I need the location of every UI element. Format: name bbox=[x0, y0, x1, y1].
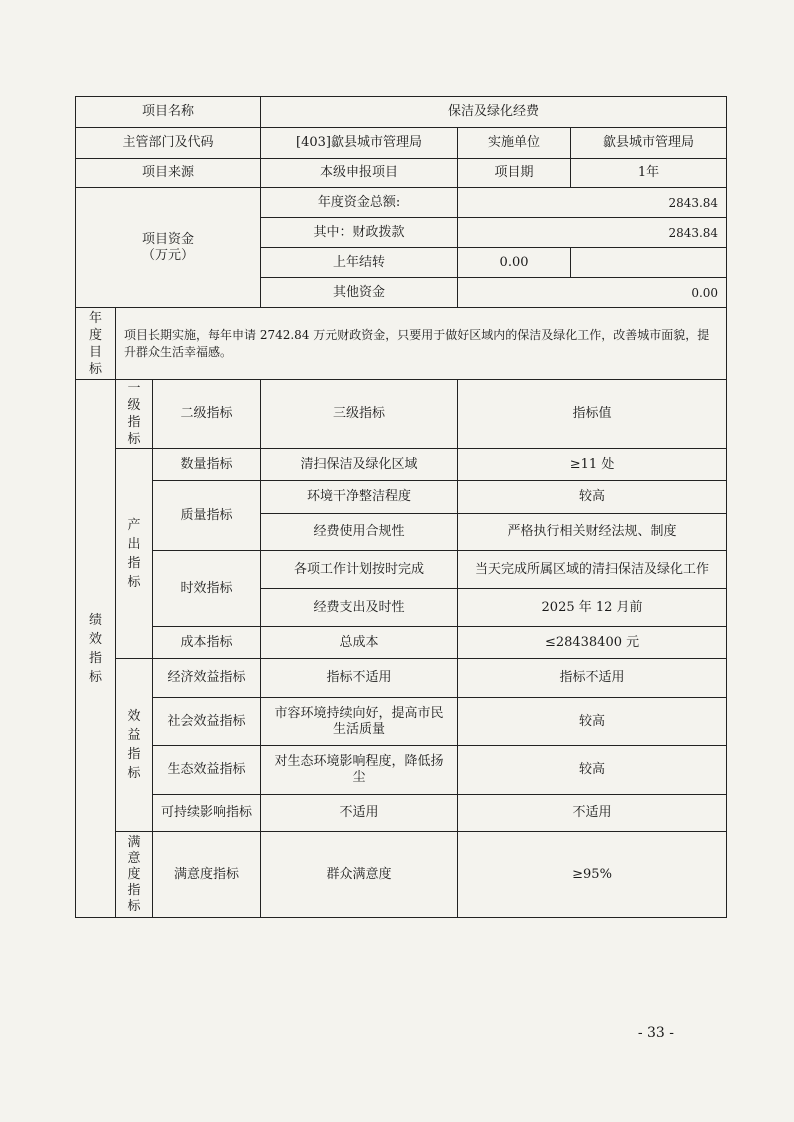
project-name-label: 项目名称 bbox=[76, 97, 261, 128]
output-cost-l3: 总成本 bbox=[261, 627, 458, 659]
benefit-l3: 指标不适用 bbox=[261, 659, 458, 698]
satisfaction-l3: 群众满意度 bbox=[261, 832, 458, 918]
satisfaction-l2: 满意度指标 bbox=[153, 832, 261, 918]
benefit-l3 bbox=[261, 698, 458, 746]
row-output-quantity bbox=[76, 449, 727, 481]
perf-header-l3: 三级指标 bbox=[261, 380, 458, 449]
output-timeliness-l2: 时效指标 bbox=[153, 551, 261, 627]
benefit-value: 较高 bbox=[458, 746, 727, 795]
row-perf-header bbox=[76, 380, 727, 449]
output-quality-l3: 经费使用合规性 bbox=[261, 514, 458, 551]
benefit-l3: 不适用 bbox=[261, 795, 458, 832]
row-department bbox=[76, 128, 727, 159]
perf-label bbox=[76, 380, 116, 918]
output-quantity-value: ≥11 处 bbox=[458, 449, 727, 481]
row-source bbox=[76, 159, 727, 188]
benefit-l2: 社会效益指标 bbox=[153, 698, 261, 746]
funds-row-value: 0.00 bbox=[458, 278, 727, 308]
benefit-l3-text: 市容环境持续向好，提高市民生活质量 bbox=[274, 705, 444, 737]
benefit-l3 bbox=[261, 746, 458, 795]
benefit-value: 指标不适用 bbox=[458, 659, 727, 698]
funds-row-label: 年度资金总额: bbox=[261, 188, 458, 218]
row-funds-total bbox=[76, 188, 727, 218]
row-benefit-social bbox=[76, 698, 727, 746]
benefit-l1-text: 效益指标 bbox=[127, 709, 141, 781]
output-quality-l3: 环境干净整洁程度 bbox=[261, 481, 458, 514]
source-label: 项目来源 bbox=[76, 159, 261, 188]
funds-label bbox=[76, 188, 261, 308]
satisfaction-l1-text: 满意度指标 bbox=[127, 834, 141, 914]
funds-label-line1: 项目资金 bbox=[142, 231, 195, 247]
funds-row-empty bbox=[571, 248, 727, 278]
performance-target-table bbox=[75, 96, 727, 918]
funds-row-label: 其他资金 bbox=[261, 278, 458, 308]
project-name-value: 保洁及绿化经费 bbox=[261, 97, 727, 128]
row-output-timeliness-1 bbox=[76, 551, 727, 589]
output-quality-l2: 质量指标 bbox=[153, 481, 261, 551]
benefit-l2: 生态效益指标 bbox=[153, 746, 261, 795]
row-annual-goal bbox=[76, 308, 727, 380]
output-cost-value: ≤28438400 元 bbox=[458, 627, 727, 659]
funds-row-value: 0.00 bbox=[458, 248, 571, 278]
funds-label-line2: （万元） bbox=[142, 247, 195, 263]
row-benefit-economic bbox=[76, 659, 727, 698]
perf-header-value: 指标值 bbox=[458, 380, 727, 449]
funds-row-value: 2843.84 bbox=[458, 218, 727, 248]
benefit-l1 bbox=[116, 659, 153, 832]
dept-value: [403]歙县城市管理局 bbox=[261, 128, 458, 159]
perf-header-l2: 二级指标 bbox=[153, 380, 261, 449]
output-quantity-l2: 数量指标 bbox=[153, 449, 261, 481]
output-quality-value: 严格执行相关财经法规、制度 bbox=[458, 514, 727, 551]
page-number: - 33 - bbox=[637, 1025, 674, 1041]
benefit-value: 较高 bbox=[458, 698, 727, 746]
output-l1-text: 产出指标 bbox=[127, 517, 141, 590]
output-timeliness-value bbox=[458, 551, 727, 589]
output-quantity-l3: 清扫保洁及绿化区域 bbox=[261, 449, 458, 481]
goal-label bbox=[76, 308, 116, 380]
output-timeliness-value-text: 当天完成所属区域的清扫保洁及绿化工作 bbox=[475, 561, 710, 577]
satisfaction-l1 bbox=[116, 832, 153, 918]
funds-row-label: 其中：财政拨款 bbox=[261, 218, 458, 248]
output-timeliness-value: 2025 年 12 月前 bbox=[458, 589, 727, 627]
perf-label-text: 绩效指标 bbox=[88, 612, 102, 685]
funds-row-label: 上年结转 bbox=[261, 248, 458, 278]
output-cost-l2: 成本指标 bbox=[153, 627, 261, 659]
output-timeliness-l3: 经费支出及时性 bbox=[261, 589, 458, 627]
source-value: 本级申报项目 bbox=[261, 159, 458, 188]
row-benefit-sustainable bbox=[76, 795, 727, 832]
satisfaction-value: ≥95% bbox=[458, 832, 727, 918]
row-project-name bbox=[76, 97, 727, 128]
goal-text: 项目长期实施，每年申请 2742.84 万元财政资金，只要用于做好区域内的保洁及绿化工作，改善城市面貌，提升群众生活幸福感。 bbox=[116, 308, 727, 380]
benefit-l3-text: 对生态环境影响程度，降低扬尘 bbox=[274, 754, 444, 785]
perf-header-l1-text: 一级指标 bbox=[127, 381, 141, 447]
row-benefit-ecological bbox=[76, 746, 727, 795]
period-label: 项目期 bbox=[458, 159, 571, 188]
output-quality-value: 较高 bbox=[458, 481, 727, 514]
goal-label-text: 年度目标 bbox=[88, 310, 102, 377]
row-output-quality-1 bbox=[76, 481, 727, 514]
period-value: 1年 bbox=[571, 159, 727, 188]
output-l1 bbox=[116, 449, 153, 659]
dept-label: 主管部门及代码 bbox=[76, 128, 261, 159]
impl-value: 歙县城市管理局 bbox=[571, 128, 727, 159]
output-timeliness-l3: 各项工作计划按时完成 bbox=[261, 551, 458, 589]
funds-row-value: 2843.84 bbox=[458, 188, 727, 218]
benefit-l2 bbox=[153, 795, 261, 832]
perf-header-l1 bbox=[116, 380, 153, 449]
benefit-value: 不适用 bbox=[458, 795, 727, 832]
row-output-cost bbox=[76, 627, 727, 659]
benefit-l2: 经济效益指标 bbox=[153, 659, 261, 698]
row-satisfaction bbox=[76, 832, 727, 918]
benefit-l2-text: 可持续影响指标 bbox=[161, 805, 253, 820]
impl-label: 实施单位 bbox=[458, 128, 571, 159]
